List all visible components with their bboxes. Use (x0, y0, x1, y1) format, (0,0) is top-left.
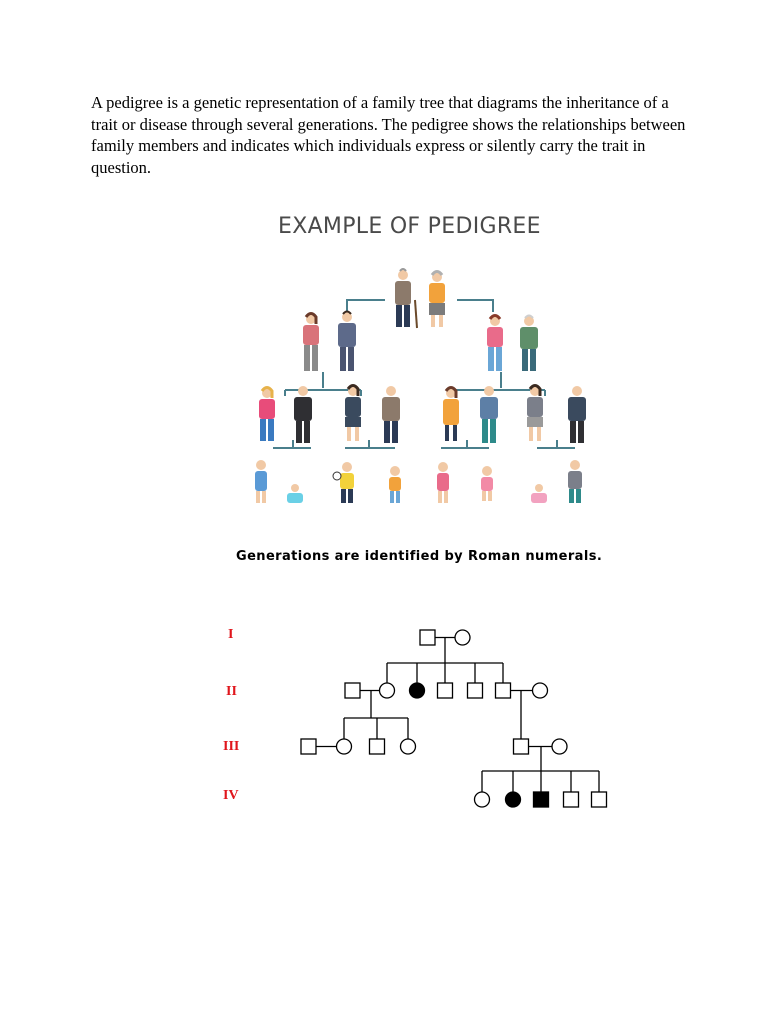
gen1-female (455, 630, 470, 645)
gen1-male (420, 630, 435, 645)
example-title: EXAMPLE OF PEDIGREE (278, 214, 541, 239)
intro-paragraph: A pedigree is a genetic representation of a family tree that diagrams the inheritance of a trait or disease through several generations. The pedigree shows the relationships between family members and indicates which individuals express or silently carry the trait in question. (91, 93, 686, 177)
child-figure-2 (287, 484, 303, 503)
adult-figure-2 (294, 386, 312, 443)
caption: Generations are identified by Roman numerals. (236, 549, 603, 564)
gen2-male-spouse (345, 683, 360, 698)
gen3-female-spouse (552, 739, 567, 754)
pedigree-chart (290, 620, 620, 820)
parent-figure-1 (303, 314, 319, 372)
generation-label-1: I (228, 627, 234, 642)
child-figure-7 (531, 484, 547, 503)
generation-label-3: III (223, 739, 240, 754)
parent-figure-3 (487, 316, 503, 372)
child-figure-3 (333, 462, 354, 503)
gen3-male-2 (514, 739, 529, 754)
adult-figure-3 (345, 386, 361, 442)
gen2-male-2 (468, 683, 483, 698)
gen3-female-1 (337, 739, 352, 754)
parent-figure-4 (520, 316, 538, 372)
gen3-female-2 (401, 739, 416, 754)
gen3-male-1 (370, 739, 385, 754)
gen4-female-affected (506, 792, 521, 807)
gen4-male-2 (592, 792, 607, 807)
gen4-male-affected (534, 792, 549, 807)
generation-label-4: IV (223, 788, 239, 803)
gen2-male-3 (496, 683, 511, 698)
gen2-male-1 (438, 683, 453, 698)
grandmother-figure (429, 272, 445, 328)
adult-figure-4 (382, 386, 400, 443)
child-figure-8 (568, 460, 582, 503)
gen2-female-1 (380, 683, 395, 698)
gen2-female-spouse (533, 683, 548, 698)
family-illustration (245, 262, 605, 512)
adult-figure-1 (259, 388, 275, 442)
generation-label-2: II (226, 684, 237, 699)
adult-figure-7 (527, 386, 543, 442)
parent-figure-2 (338, 312, 356, 372)
gen3-male-spouse (301, 739, 316, 754)
child-figure-1 (255, 460, 267, 503)
child-figure-4 (389, 466, 401, 503)
grandfather-figure (395, 269, 417, 328)
adult-figure-5 (443, 388, 459, 442)
child-figure-6 (481, 466, 493, 501)
gen4-female-1 (475, 792, 490, 807)
adult-figure-6 (480, 386, 498, 443)
adult-figure-8 (568, 386, 586, 443)
gen4-male-1 (564, 792, 579, 807)
gen2-female-affected (410, 683, 425, 698)
child-figure-5 (437, 462, 449, 503)
